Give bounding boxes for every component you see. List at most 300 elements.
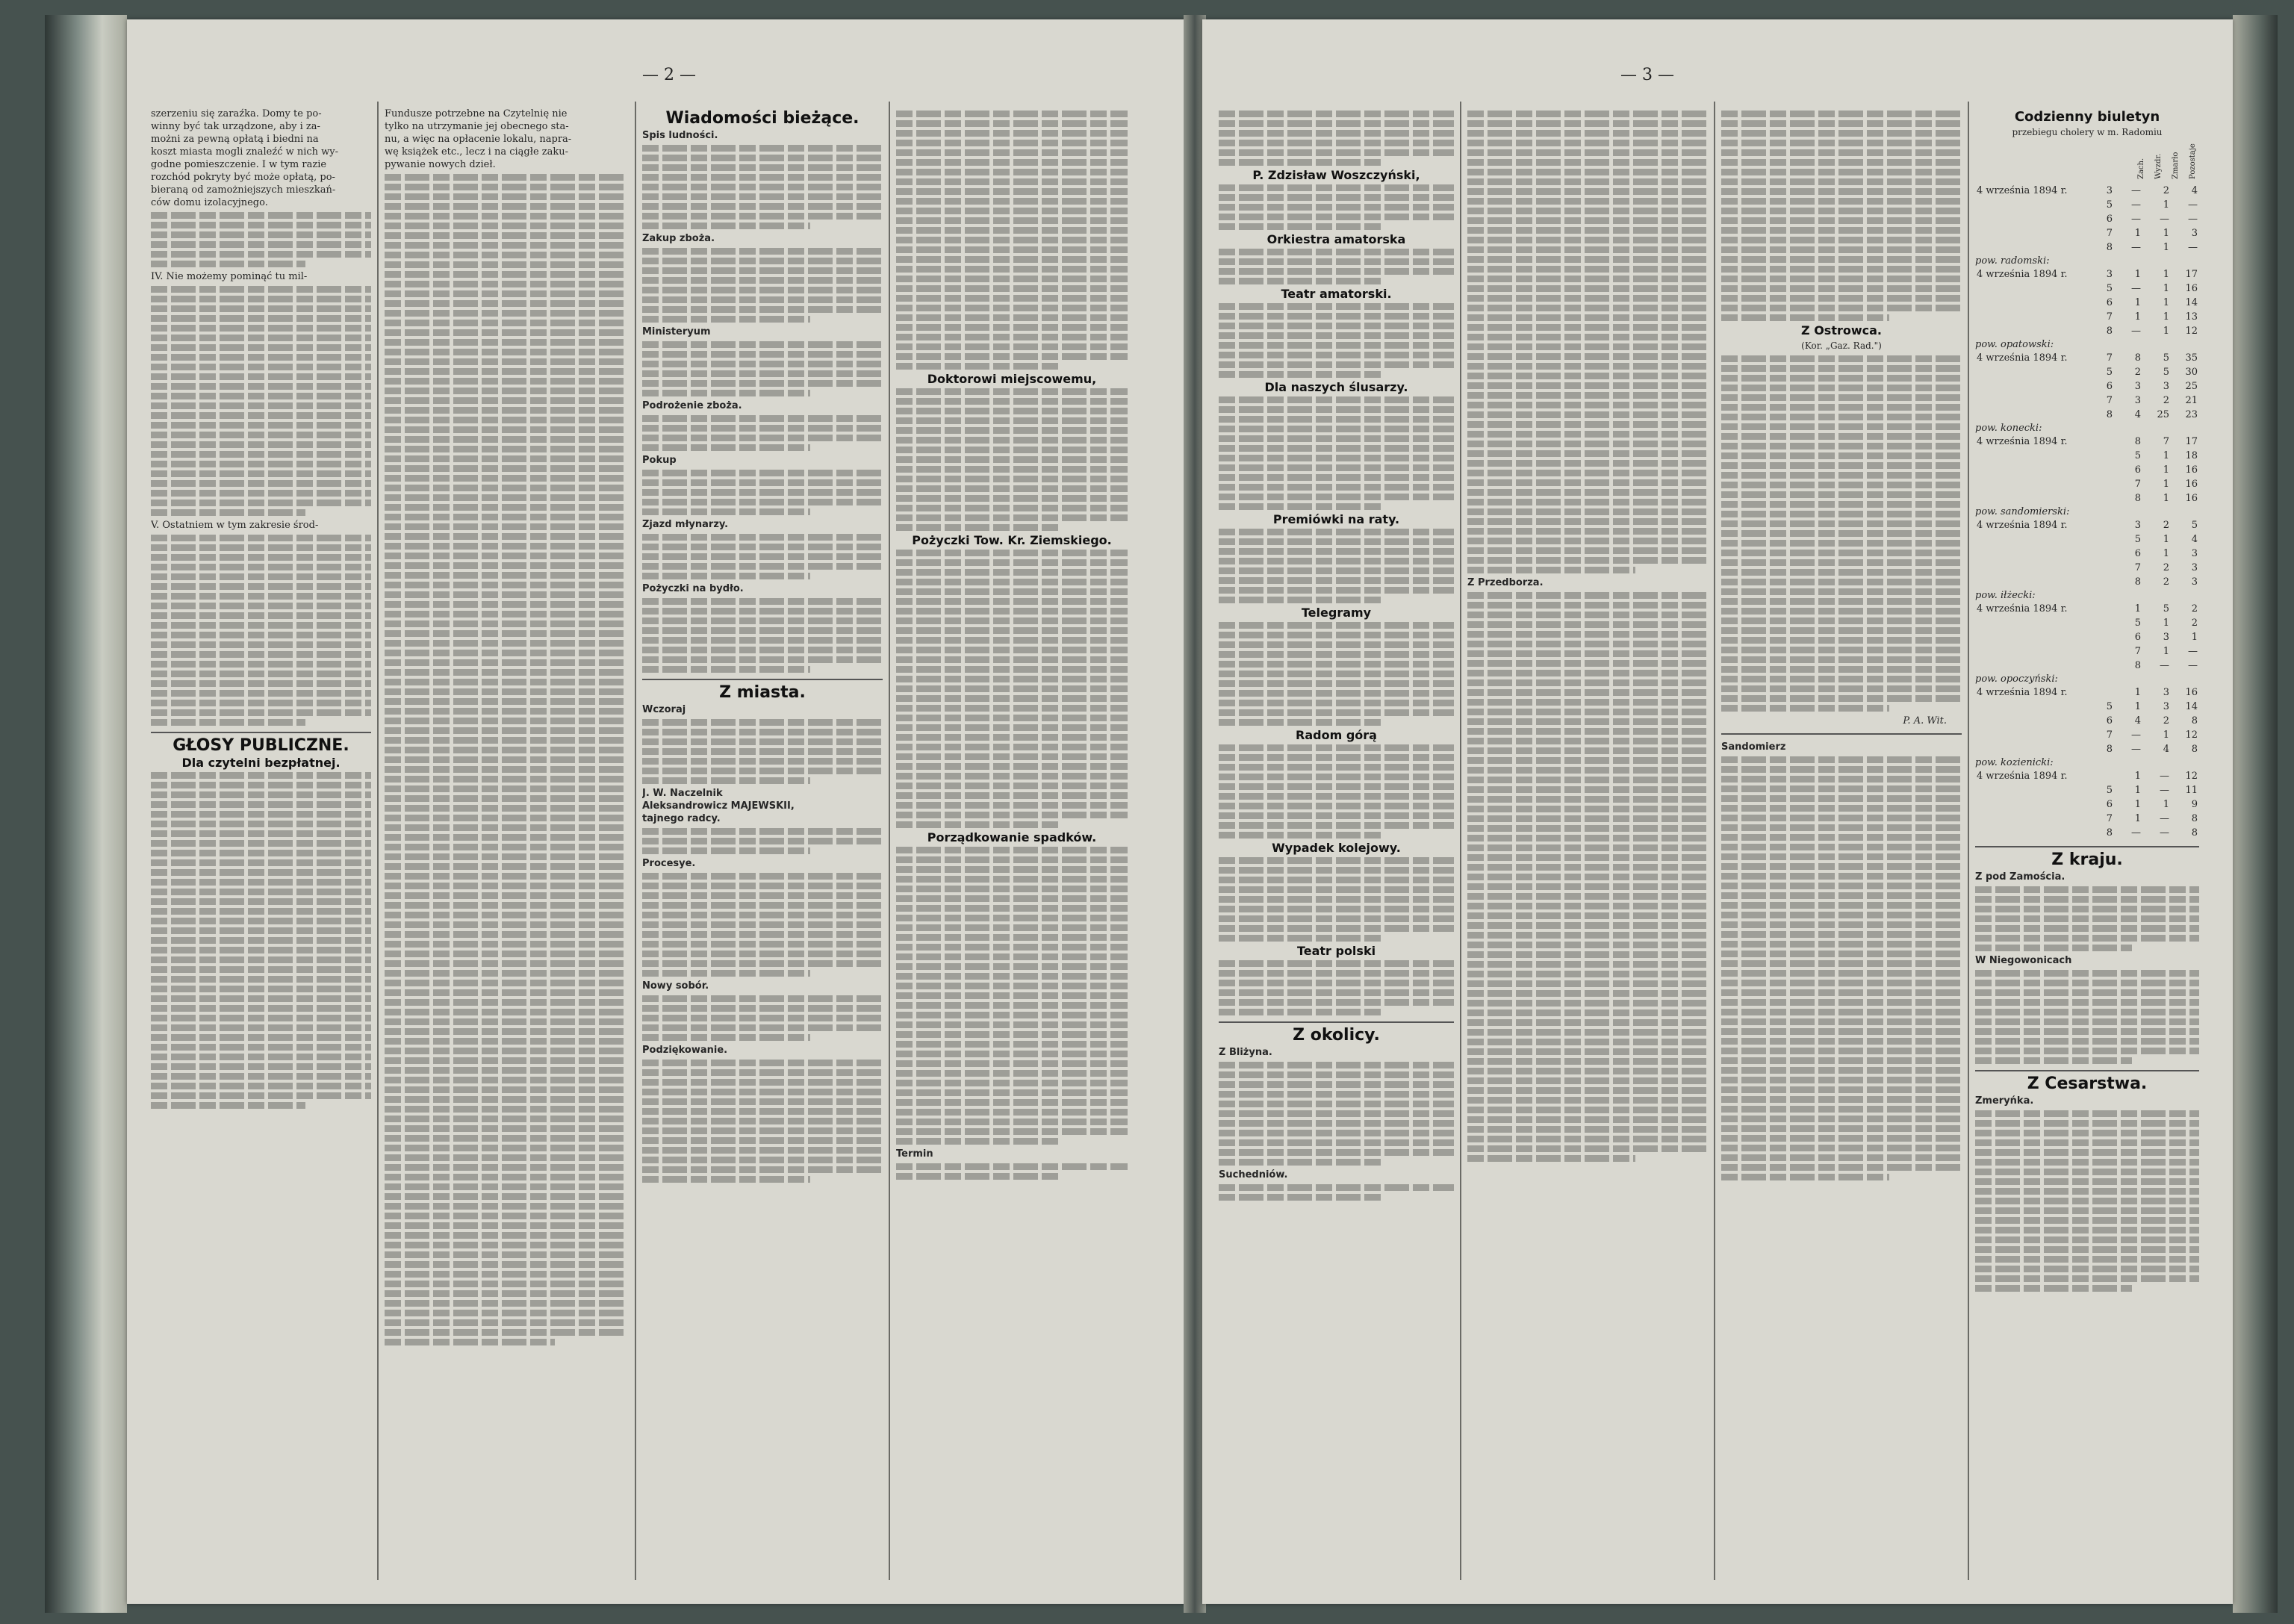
biuletyn-date: 4 września 1894 r. [1977, 269, 2068, 280]
biuletyn-cell: 1 [2163, 464, 2169, 476]
biuletyn-row [1975, 212, 2199, 226]
column-4 [1975, 108, 2199, 1593]
biuletyn-cell: 3 [2163, 687, 2169, 698]
line: pywanie nowych dzieł. [385, 159, 496, 170]
biuletyn-cell: 4 [2134, 409, 2141, 420]
section-subheading: Dla czytelni bezpłatnej. [181, 756, 341, 770]
column-rule [635, 102, 636, 1580]
biuletyn-cell: 8 [2191, 744, 2198, 755]
biuletyn-row [1975, 477, 2199, 491]
biuletyn-cell: 1 [2163, 326, 2169, 337]
biuletyn-date [1975, 491, 2086, 505]
biuletyn-date [1975, 408, 2086, 422]
item-title: Z pod Zamościa. [1975, 871, 2065, 883]
item-heading: Orkiestra amatorska [1266, 232, 1406, 246]
biuletyn-cell: 5 [2106, 785, 2113, 796]
biuletyn-cell: — [2131, 199, 2141, 211]
biuletyn-row [1975, 714, 2199, 728]
biuletyn-cell: — [2160, 827, 2169, 839]
biuletyn-cell: 5 [2134, 450, 2141, 461]
biuletyn-cell: 8 [2106, 827, 2113, 839]
biuletyn-cell: 8 [2106, 409, 2113, 420]
biuletyn-row [1975, 728, 2199, 742]
biuletyn-section-name: pow. kozienicki: [1975, 757, 2054, 768]
biuletyn-cell: 16 [2185, 464, 2198, 476]
line: bieraną od zamożniejszych mieszkań- [151, 184, 336, 196]
biuletyn-row [1975, 324, 2199, 338]
biuletyn-cell: 1 [2134, 603, 2141, 615]
biuletyn-cell: — [2188, 199, 2198, 211]
biuletyn-row [1975, 267, 2199, 281]
biuletyn-row [1975, 351, 2199, 365]
biuletyn-cell: 1 [2134, 701, 2141, 712]
biuletyn-date [1975, 547, 2086, 561]
biuletyn-cell: 7 [2106, 311, 2113, 323]
biuletyn-cell: 17 [2185, 436, 2198, 447]
biuletyn-cell: 5 [2134, 617, 2141, 629]
biuletyn-cell: 1 [2134, 311, 2141, 323]
biuletyn-cell: 3 [2134, 520, 2141, 531]
biuletyn-row [1975, 826, 2199, 840]
biuletyn-row [1975, 240, 2199, 255]
biuletyn-date [1975, 561, 2086, 575]
biuletyn-date [1975, 324, 2086, 338]
biuletyn-cell: 3 [2106, 269, 2113, 280]
biuletyn-date [1975, 365, 2086, 379]
column-rule [1968, 102, 1969, 1580]
item-title: Pożyczki na bydło. [642, 583, 744, 594]
biuletyn-cell: 5 [2163, 367, 2169, 378]
biuletyn-cell: 6 [2106, 799, 2113, 810]
biuletyn-section-table [1975, 351, 2199, 422]
item-title: Wczoraj [642, 704, 686, 715]
biuletyn-cell: 7 [2106, 813, 2113, 824]
biuletyn-cell: 2 [2163, 395, 2169, 406]
biuletyn-cell: 6 [2106, 381, 2113, 392]
line: Fundusze potrzebne na Czytelnię nie [385, 108, 568, 119]
biuletyn-section-table [1975, 435, 2199, 505]
biuletyn-cell: — [2160, 813, 2169, 824]
biuletyn-cell: 8 [2134, 660, 2141, 671]
biuletyn-date [1975, 198, 2086, 212]
biuletyn-cell: 4 [2191, 185, 2198, 196]
column-3 [642, 108, 883, 1593]
biuletyn-cell: 25 [2157, 409, 2169, 420]
biuletyn-row [1975, 281, 2199, 296]
biuletyn-date [1975, 463, 2086, 477]
biuletyn-date [1975, 812, 2086, 826]
biuletyn-cell: 7 [2134, 479, 2141, 490]
biuletyn-cell: 1 [2163, 493, 2169, 504]
biuletyn-date [1975, 212, 2086, 226]
biuletyn-cell: 1 [2163, 297, 2169, 308]
biuletyn-cell: — [2131, 283, 2141, 294]
right-page [1202, 19, 2233, 1604]
biuletyn-cell: 6 [2106, 297, 2113, 308]
biuletyn-cell: 14 [2185, 297, 2198, 308]
biuletyn-cell: — [2131, 729, 2141, 741]
biuletyn-cell: — [2131, 744, 2141, 755]
biuletyn-cell: 17 [2185, 269, 2198, 280]
biuletyn-cell: 3 [2163, 701, 2169, 712]
column-rule [1714, 102, 1715, 1580]
biuletyn-date [1975, 226, 2086, 240]
column-4 [896, 108, 1128, 1593]
biuletyn-cell: 6 [2106, 715, 2113, 727]
biuletyn-date: 4 września 1894 r. [1977, 520, 2068, 531]
biuletyn-cell: — [2131, 214, 2141, 225]
biuletyn-cell: — [2131, 827, 2141, 839]
biuletyn-cell: 2 [2163, 562, 2169, 573]
col-header: Zmarło [2172, 152, 2180, 179]
biuletyn-cell: 8 [2134, 493, 2141, 504]
biuletyn-cell: 1 [2163, 534, 2169, 545]
biuletyn-cell: — [2160, 771, 2169, 782]
biuletyn-cell: 5 [2191, 520, 2198, 531]
biuletyn-cell: — [2131, 185, 2141, 196]
item-heading: Pożyczki Tow. Kr. Ziemskiego. [912, 533, 1112, 547]
item-title: Podziękowanie. [642, 1045, 728, 1056]
biuletyn-cell: 2 [2163, 520, 2169, 531]
signature: P. A. Wit. [1903, 715, 1947, 727]
biuletyn-cell: 25 [2185, 381, 2198, 392]
item-title: Termin [896, 1148, 933, 1160]
item-title: Pokup [642, 455, 677, 466]
left-page [127, 19, 1187, 1604]
biuletyn-row [1975, 226, 2199, 240]
biuletyn-date [1975, 616, 2086, 630]
biuletyn-cell: 3 [2134, 381, 2141, 392]
column-1 [151, 108, 371, 1593]
biuletyn-row [1975, 393, 2199, 408]
biuletyn-cell: 8 [2106, 744, 2113, 755]
biuletyn-cell: 8 [2106, 242, 2113, 253]
biuletyn-row [1975, 783, 2199, 797]
biuletyn-row [1975, 769, 2199, 783]
biuletyn-date: 4 września 1894 r. [1977, 436, 2068, 447]
biuletyn-cell: 4 [2191, 534, 2198, 545]
col-header: Wyzdr. [2154, 153, 2163, 179]
section-heading: Z kraju. [2051, 850, 2123, 869]
biuletyn-row [1975, 659, 2199, 673]
biuletyn-row [1975, 365, 2199, 379]
biuletyn-cell: 2 [2163, 715, 2169, 727]
biuletyn-cell: 1 [2134, 771, 2141, 782]
biuletyn-cell: 1 [2163, 729, 2169, 741]
biuletyn-section-table [1975, 184, 2199, 255]
biuletyn-cell: 6 [2134, 632, 2141, 643]
biuletyn-cell: 5 [2106, 367, 2113, 378]
biuletyn-row [1975, 797, 2199, 812]
biuletyn-section-table [1975, 769, 2199, 840]
biuletyn-date [1975, 240, 2086, 255]
biuletyn-cell: 1 [2134, 799, 2141, 810]
biuletyn-cell: 7 [2106, 352, 2113, 364]
biuletyn-cell: — [2160, 214, 2169, 225]
biuletyn-cell: 1 [2163, 269, 2169, 280]
biuletyn-cell: 2 [2163, 576, 2169, 588]
item-title: tajnego radcy. [642, 813, 721, 824]
section-heading: Wiadomości bieżące. [665, 109, 860, 128]
item-title: J. W. Naczelnik [642, 788, 723, 799]
item-heading: Premiówki na raty. [1272, 512, 1400, 526]
page-number: — 3 — [1620, 66, 1674, 84]
column-2 [385, 108, 627, 1593]
item-title: Spis ludności. [642, 130, 718, 141]
section-heading: GŁOSY PUBLICZNE. [172, 736, 349, 755]
biuletyn-cell: 11 [2185, 785, 2198, 796]
biuletyn-cell: 1 [2163, 242, 2169, 253]
column-rule [377, 102, 379, 1580]
biuletyn-row [1975, 198, 2199, 212]
biuletyn-cell: — [2160, 660, 2169, 671]
biuletyn-date [1975, 700, 2086, 714]
biuletyn-row [1975, 449, 2199, 463]
biuletyn-cell: — [2160, 785, 2169, 796]
biuletyn-section-table [1975, 267, 2199, 338]
biuletyn-date: 4 września 1894 r. [1977, 352, 2068, 364]
biuletyn-date [1975, 393, 2086, 408]
biuletyn-cell: 8 [2191, 715, 2198, 727]
biuletyn-cell: 2 [2134, 367, 2141, 378]
biuletyn-cell: 3 [2134, 395, 2141, 406]
item-title: Suchedniów. [1219, 1169, 1288, 1180]
biuletyn-date [1975, 532, 2086, 547]
biuletyn-subtitle: przebiegu cholery w m. Radomiu [2012, 127, 2163, 137]
biuletyn-section-name: pow. opatowski: [1975, 339, 2054, 350]
biuletyn-cell: 1 [2134, 813, 2141, 824]
biuletyn-row [1975, 310, 2199, 324]
biuletyn-section-name: pow. opoczyński: [1975, 673, 2058, 685]
item-title: Sandomierz [1721, 741, 1786, 753]
biuletyn-cell: 12 [2185, 729, 2198, 741]
column-3 [1721, 108, 1962, 1593]
biuletyn-date [1975, 659, 2086, 673]
biuletyn-row [1975, 296, 2199, 310]
biuletyn-cell: — [2188, 646, 2198, 657]
item-heading: Dla naszych ślusarzy. [1264, 380, 1408, 394]
biuletyn-cell: 1 [2163, 617, 2169, 629]
biuletyn-date [1975, 644, 2086, 659]
biuletyn-date [1975, 714, 2086, 728]
biuletyn-cell: 12 [2185, 326, 2198, 337]
item-title: Z Bliżyna. [1219, 1047, 1272, 1058]
item-title: Zjazd młynarzy. [642, 519, 729, 530]
biuletyn-cell: 23 [2185, 409, 2198, 420]
biuletyn-cell: 1 [2134, 228, 2141, 239]
biuletyn-row [1975, 561, 2199, 575]
item-title: W Niegowonicach [1975, 955, 2072, 966]
section-heading: Z miasta. [719, 683, 806, 702]
binding-left [45, 15, 127, 1613]
item-heading: Doktorowi miejscowemu, [927, 372, 1097, 386]
line: ców domu izolacyjnego. [151, 197, 268, 208]
biuletyn-cell: 14 [2185, 701, 2198, 712]
biuletyn-cell: 1 [2163, 228, 2169, 239]
biuletyn-cell: 1 [2163, 283, 2169, 294]
line: koszt miasta mogli znaleźć w nich wy- [151, 146, 339, 158]
line: szerzeniu się zaraźka. Domy te po- [151, 108, 322, 119]
biuletyn-date [1975, 783, 2086, 797]
biuletyn-date [1975, 296, 2086, 310]
biuletyn-cell: 16 [2185, 493, 2198, 504]
column-rule [1460, 102, 1461, 1580]
biuletyn-section-name: pow. konecki: [1975, 423, 2042, 434]
item-title: Nowy sobór. [642, 980, 709, 992]
biuletyn-date [1975, 630, 2086, 644]
col-header: Zach. [2137, 158, 2145, 179]
item-title: Ministeryum [642, 326, 711, 337]
biuletyn-cell: 5 [2134, 534, 2141, 545]
biuletyn-cell: 1 [2163, 450, 2169, 461]
biuletyn-cell: 3 [2191, 548, 2198, 559]
item-heading: Teatr amatorski. [1281, 287, 1392, 301]
biuletyn-cell: 3 [2106, 185, 2113, 196]
biuletyn-row [1975, 685, 2199, 700]
biuletyn-date: 4 września 1894 r. [1977, 687, 2068, 698]
biuletyn-cell: 8 [2106, 326, 2113, 337]
biuletyn-row [1975, 184, 2199, 198]
line: winny być tak urządzone, aby i za- [151, 121, 320, 132]
biuletyn-date [1975, 826, 2086, 840]
column-2 [1467, 108, 1708, 1593]
biuletyn-row [1975, 518, 2199, 532]
biuletyn-row [1975, 700, 2199, 714]
biuletyn-cell: 6 [2106, 214, 2113, 225]
biuletyn-cell: 35 [2185, 352, 2198, 364]
biuletyn-cell: 8 [2134, 576, 2141, 588]
item-heading: Telegramy [1301, 606, 1372, 620]
biuletyn-cell: 3 [2191, 562, 2198, 573]
biuletyn-cell: 4 [2134, 715, 2141, 727]
biuletyn-section-name: pow. sandomierski: [1975, 506, 2070, 517]
biuletyn-cell: 16 [2185, 283, 2198, 294]
biuletyn-title: Codzienny biuletyn [2014, 109, 2160, 125]
biuletyn-cell: 3 [2163, 632, 2169, 643]
section-v: V. Ostatniem w tym zakresie środ- [151, 520, 319, 531]
biuletyn-cell: 2 [2191, 603, 2198, 615]
item-title: Z Przedborza. [1467, 577, 1544, 588]
item-heading: Teatr polski [1296, 944, 1376, 958]
biuletyn-row [1975, 602, 2199, 616]
biuletyn-cell: 21 [2185, 395, 2198, 406]
biuletyn-row [1975, 616, 2199, 630]
biuletyn-row [1975, 408, 2199, 422]
item-title: Zakup zboża. [642, 233, 715, 244]
biuletyn-row [1975, 575, 2199, 589]
biuletyn-section-name: pow. iłżecki: [1975, 590, 2036, 601]
biuletyn-row [1975, 812, 2199, 826]
biuletyn-cell: 12 [2185, 771, 2198, 782]
item-source: (Kor. „Gaz. Rad.") [1801, 340, 1882, 351]
biuletyn-cell: 6 [2134, 548, 2141, 559]
biuletyn-date [1975, 310, 2086, 324]
biuletyn-row [1975, 379, 2199, 393]
biuletyn-cell: — [2131, 326, 2141, 337]
biuletyn-section-table [1975, 518, 2199, 589]
biuletyn-cell: 5 [2163, 352, 2169, 364]
biuletyn-date [1975, 728, 2086, 742]
biuletyn-table [1975, 184, 2199, 840]
biuletyn-cell: 16 [2185, 687, 2198, 698]
biuletyn-cell: 1 [2134, 785, 2141, 796]
biuletyn-cell: 5 [2106, 283, 2113, 294]
biuletyn-cell: — [2188, 242, 2198, 253]
line: możni za pewną opłatą i biedni na [151, 134, 319, 145]
line: tylko na utrzymanie jej obecnego sta- [385, 121, 569, 132]
biuletyn-cell: 1 [2163, 548, 2169, 559]
biuletyn-cell: 1 [2163, 199, 2169, 211]
biuletyn-date: 4 września 1894 r. [1977, 185, 2068, 196]
biuletyn-cell: 3 [2191, 228, 2198, 239]
column-1 [1219, 108, 1454, 1593]
biuletyn-cell: — [2188, 214, 2198, 225]
biuletyn-cell: 8 [2191, 827, 2198, 839]
biuletyn-date: 4 września 1894 r. [1977, 603, 2068, 615]
biuletyn-cell: 2 [2191, 617, 2198, 629]
biuletyn-cell: 8 [2191, 813, 2198, 824]
item-heading: Porządkowanie spadków. [927, 830, 1097, 844]
item-title: Zmeryńka. [1975, 1095, 2034, 1107]
biuletyn-row [1975, 630, 2199, 644]
line: wę książek etc., lecz i na ciągłe zaku- [385, 146, 569, 158]
biuletyn-row [1975, 491, 2199, 505]
biuletyn-cell: 16 [2185, 479, 2198, 490]
biuletyn-date [1975, 742, 2086, 756]
biuletyn-section-name: pow. radomski: [1975, 255, 2050, 267]
biuletyn-cell: 1 [2163, 479, 2169, 490]
item-heading: Wypadek kolejowy. [1272, 841, 1401, 855]
biuletyn-cell: 5 [2163, 603, 2169, 615]
biuletyn-cell: 7 [2106, 729, 2113, 741]
item-heading: Z Ostrowca. [1801, 323, 1882, 337]
biuletyn-cell: 1 [2163, 799, 2169, 810]
biuletyn-row [1975, 644, 2199, 659]
biuletyn-row [1975, 532, 2199, 547]
biuletyn-cell: 7 [2134, 562, 2141, 573]
item-title: Aleksandrowicz MAJEWSKII, [642, 800, 795, 812]
biuletyn-row [1975, 463, 2199, 477]
line: godne pomieszczenie. I w tym razie [151, 159, 327, 170]
biuletyn-section-table [1975, 685, 2199, 756]
biuletyn-cell: 30 [2185, 367, 2198, 378]
biuletyn-date [1975, 575, 2086, 589]
section-heading: Z okolicy. [1293, 1026, 1380, 1045]
biuletyn-cell: 3 [2191, 576, 2198, 588]
line: rozchód pokryty być może opłatą, po- [151, 172, 335, 183]
biuletyn-cell: 7 [2106, 228, 2113, 239]
biuletyn-date [1975, 797, 2086, 812]
biuletyn-date [1975, 449, 2086, 463]
biuletyn-cell: 6 [2134, 464, 2141, 476]
section-heading: Z Cesarstwa. [2027, 1074, 2148, 1093]
col-header: Pozostaje [2189, 143, 2197, 179]
biuletyn-row [1975, 435, 2199, 449]
biuletyn-cell: 7 [2134, 646, 2141, 657]
biuletyn-column-headers [1975, 142, 2199, 179]
biuletyn-cell: 1 [2134, 297, 2141, 308]
biuletyn-cell: 8 [2134, 436, 2141, 447]
biuletyn-cell: 4 [2163, 744, 2169, 755]
biuletyn-cell: 1 [2191, 632, 2198, 643]
biuletyn-cell: 1 [2163, 311, 2169, 323]
item-title: Procesye. [642, 858, 696, 869]
page-number: — 2 — [642, 66, 696, 84]
biuletyn-cell: 13 [2185, 311, 2198, 323]
biuletyn-date [1975, 281, 2086, 296]
biuletyn-cell: 7 [2106, 395, 2113, 406]
line: nu, a więc na opłacenie lokalu, napra- [385, 134, 572, 145]
